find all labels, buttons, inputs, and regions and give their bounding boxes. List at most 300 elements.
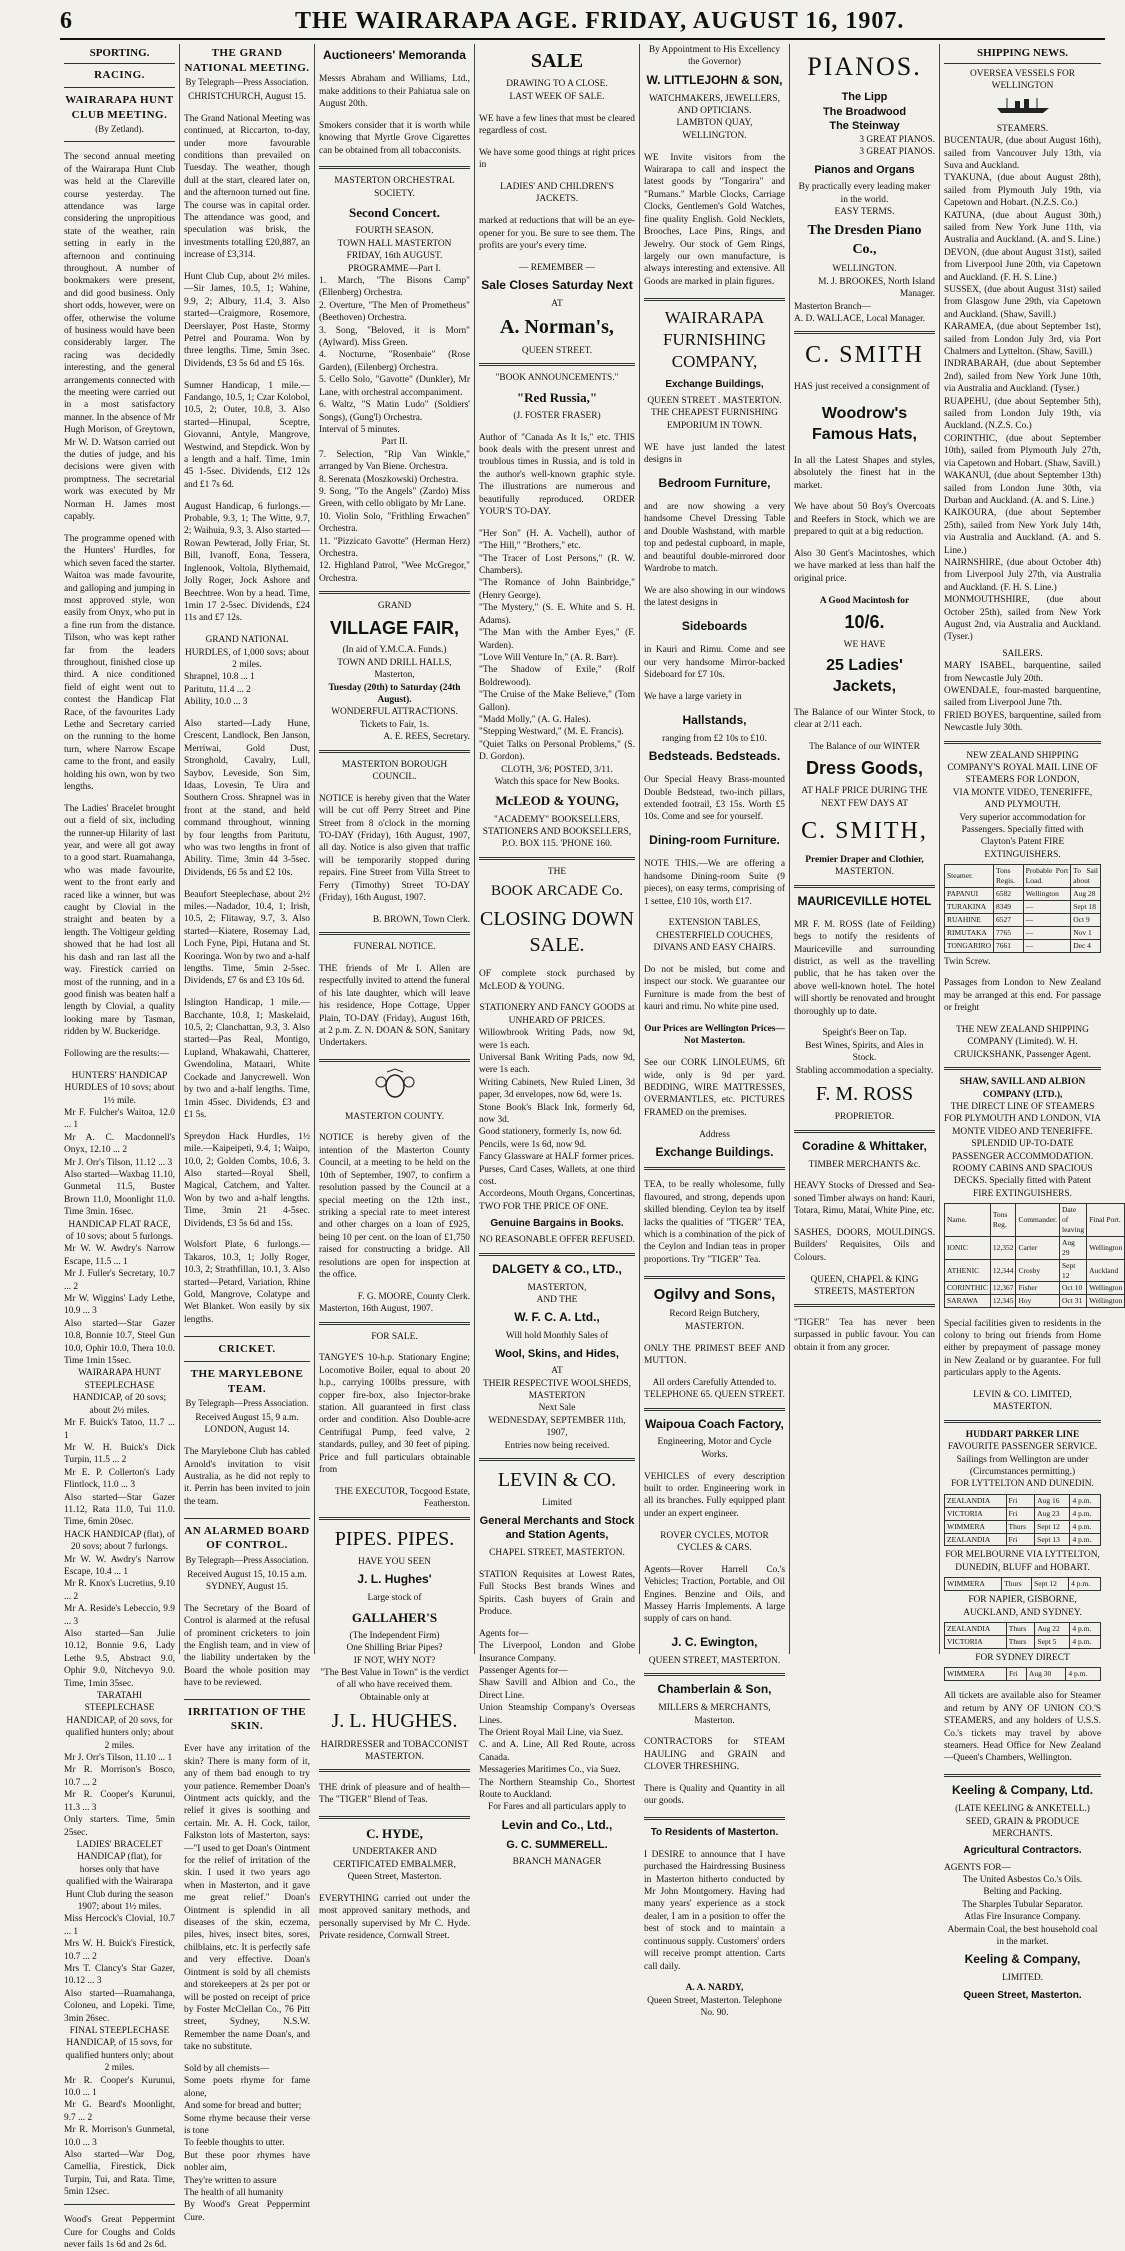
table-cell: RIMUTAKA — [945, 926, 994, 939]
table-row — [945, 1622, 1101, 1635]
table-cell: Oct 9 — [1071, 913, 1101, 926]
miller-name: Chamberlain & Son, — [657, 1682, 772, 1697]
paragraph: Hunt Club Cup, about 2½ miles.—Sir James, 10.5, 1; Wahine, 9.9, 2; Albury, 11.4, 3. Also started—Craigmore, Rosemore, Deerslayer, Post Haste, Stormy Petrel and Pourama. Won by three lengths. Time, 5min 3sec. Dividends, £3 5s 6d and £5 16s. — [184, 271, 310, 369]
keeling-contractors: Agricultural Contractors. — [963, 1845, 1082, 1857]
sale-sub: LAST WEEK OF SALE. — [509, 91, 605, 102]
byline: By Telegraph—Press Association. — [185, 1554, 309, 1565]
jeweller-trade: WATCHMAKERS, JEWELLERS, AND OPTICIANS. — [649, 93, 780, 117]
paragraph: The Ladies' Bracelet brought out a field of six, including the runner-up Hilarity of last year, and were all got away to a good start. Ruamahanga, who was made favourite, went to the front early and raced like a winner, but was caught by Clovial in the straight and beaten by a length. The Voltigeur gelding showed that he had lost all his dash and ran last all the way. Firestick carried on most of the running, and in a good finish was beaten half a length by Clovial, a quality looking mare by Tasman, ridden by W. Buckeridge. — [64, 803, 175, 1038]
table-row — [945, 1668, 1101, 1681]
address-label: Address — [699, 1129, 730, 1140]
table-cell: Fisher — [1016, 1282, 1060, 1295]
pipes-name: J. L. Hughes' — [357, 1572, 432, 1587]
table-cell: 12,344 — [990, 1259, 1016, 1282]
table-cell: Aug 29 — [1060, 1236, 1087, 1259]
great-pianos: 3 GREAT PIANOS. 3 GREAT PIANOS. — [859, 134, 935, 158]
timber-name: Coradine & Whittaker, — [802, 1138, 927, 1153]
column-grand-national — [180, 44, 315, 2223]
table-cell: — — [1023, 939, 1071, 952]
shaw-heading: SHAW, SAVILL AND ALBION COMPANY (LTD.), — [959, 1077, 1086, 1100]
balance-line: The Balance of our WINTER — [809, 742, 920, 753]
table-cell: 12,345 — [990, 1295, 1016, 1308]
race-heading: GRAND NATIONAL HURDLES, of 1,000 sovs; about 2 miles. — [185, 635, 309, 670]
sub-heading: RACING. — [94, 68, 145, 81]
butcher-name: Ogilvy and Sons, — [653, 1285, 776, 1303]
table-cell: VICTORIA — [945, 1635, 1007, 1648]
paragraph: Ever have any irritation of the skin? There is many form of it, any of them bad enough to try your patience. Remember Doan's Ointment acts quickly, and the relief it gives is soothing and certain. Mr. A. H. Cock, tailor, Falkston lots of Masterton, says:—"I used to get Doan's Ointment for the relief of irritation of the skin. I used it two years ago when in Masterton, and it gave me great relief." Doan's Ointment is splendid in all diseases of the skin, eczema, piles, hives, insect bites, sores, chilblains, etc. It is perfectly safe and very effective. Doan's Ointment is sold by all chemists and storekeepers at 2s per pot or will be posted on receipt of price by Foster McClellan Co., 76 Pitt street, Sydney, N.S.W. Remember the name Doan's, and take no substitute. — [184, 1744, 310, 2053]
sale-heading: SALE — [530, 50, 584, 72]
newspaper-title: THE WAIRARAPA AGE. FRIDAY, AUGUST 16, 1907. — [295, 8, 905, 34]
sale-sub: DRAWING TO A CLOSE. — [506, 79, 608, 90]
huddart-heading: HUDDART PARKER LINE — [965, 1429, 1080, 1440]
table-cell: CORINTHIC — [945, 1282, 991, 1295]
furnishing-tag: THE CHEAPEST FURNISHING EMPORIUM IN TOWN. — [651, 408, 778, 431]
dalgety-name: DALGETY & CO., LTD., — [492, 1261, 622, 1276]
woolsheds: THEIR RESPECTIVE WOOLSHEDS, MASTERTON — [482, 1378, 631, 1402]
paragraph: HEAVY Stocks of Dressed and Sea-soned Timber always on hand: Kauri, Totara, Rimu, Matai, White Pine, etc. — [794, 1181, 935, 1217]
paragraph: OF complete stock purchased by McLEOD & YOUNG. — [479, 969, 635, 992]
napier-table — [944, 1622, 1101, 1649]
column-sporting — [60, 44, 180, 2250]
programme-list: 7. Selection, "Rip Van Winkle," arranged by Van Biene. Orchestra. 8. Serenata (Moszkowski) Orchestra. 9. Song, "To the Angels" (Zardo) Miss Green, with cello obligato by Mr Lane. 10. Violin Solo, "Frithling Erwachen" Orchestra. 11. "Pizzicato Gavotte" (Herman Herz) Orchestra. 12. Highland Patrol, "Wee McGregor," Orchestra. — [319, 449, 470, 584]
undertaker-address: Queen Street, Masterton. — [347, 1872, 442, 1883]
paragraph: TANGYE'S 10-h.p. Stationary Engine; Locomotive Boiler, equal to about 20 h.p., carrying 100lbs pressure, with copper fire-box, also Injector-brake station. All guaranteed in first class order and condition. Also Double-acre Centrifugal Pump, feed valve, 2 standards, pulley, and 30 feet of piping. Price and full particulars obtainable from — [319, 1353, 470, 1476]
keeling-name-2: Keeling & Company, — [964, 1952, 1081, 1967]
bookseller-sub: STATIONERS AND BOOKSELLERS, — [482, 826, 632, 837]
table-cell: Fri — [1006, 1494, 1035, 1507]
levin-limited: Limited — [542, 1498, 572, 1509]
piano-company: The Dresden Piano Co., — [807, 223, 922, 257]
table-cell: — — [1023, 926, 1071, 939]
fair-heading: VILLAGE FAIR, — [329, 617, 459, 638]
table-row — [945, 1236, 1125, 1259]
table-cell: Fri — [1007, 1668, 1027, 1681]
race-result: Mr J. Orr's Tilson, 11.10 ... 1 Mr R. Morrison's Bosco, 10.7 ... 2 Mr R. Cooper's Kurunui, 11.3 ... 3 Only starters. Time, 5min 25sec. — [64, 1753, 175, 1838]
huddart-text: Sailings from Wellington are under (Circumstances permitting.) — [956, 1454, 1089, 1478]
macintosh-price: 10/6. — [844, 612, 885, 633]
furniture-heading: Hallstands, — [682, 712, 747, 727]
proprietor-name: F. M. ROSS — [815, 1082, 914, 1105]
shaw-text: SPLENDID UP-TO-DATE PASSENGER ACCOMMODATION. ROOMY CABINS AND SPACIOUS DECKS. Specially fitted with Patent FIRE EXTINGUISHERS. — [951, 1139, 1094, 1199]
table-row — [945, 913, 1101, 926]
fair-attractions: WONDERFUL ATTRACTIONS. — [331, 707, 458, 718]
watch-line: Watch this space for New Books. — [494, 776, 620, 787]
coach-sub: Engineering, Motor and Cycle Works. — [657, 1437, 772, 1460]
concert-date: FRIDAY, 16th AUGUST. — [346, 251, 443, 262]
table-cell: 6582 — [994, 888, 1024, 901]
table-cell: Crosby — [1016, 1259, 1060, 1282]
column-shipping — [940, 44, 1123, 2001]
table-row — [945, 1578, 1101, 1591]
table-header-cell: Steamer. — [945, 865, 994, 888]
paragraph: The second annual meeting of the Wairarapa Hunt Club was held at the Clareville course yesterday. The attendance was large considering the unpropitious state of the weather, rain setting in early in the afternoon and continuing throughout. A number of bookmakers were present, and did good business. Only short odds, however, were on offer, otherwise the volume of business would have been considerably larger. The racing was decidedly interesting, and the general arrangements connected with the meeting were carried out in a most satisfactory manner. In the absence of Mr Hugh Morison, of Greytown, Mr W. D. Watson carried out the duties of judge, and his decisions were given with promptness. The secretarial work was executed by Mr Norman H. James most capably. — [64, 152, 175, 523]
paragraph: All tickets are available also for Steamer and return by ANY OF UNION CO.'S STEAMERS, and any holders of U.S.S. Co.'s tickets may travel by above steamers. Head Office for New Zealand—Queen's Chambers, Wellington. — [944, 1691, 1101, 1764]
fair-date: Tuesday (20th) to Saturday (24th August). — [328, 682, 461, 705]
table-cell: Fri — [1006, 1533, 1035, 1546]
oversea-heading: OVERSEA VESSELS FOR WELLINGTON — [969, 68, 1076, 91]
levin-name-2: Levin and Co., Ltd., — [501, 1817, 613, 1832]
paragraph: WE have just landed the latest designs in — [644, 442, 785, 466]
furniture-heading: Bedsteads. Bedsteads. — [648, 748, 781, 763]
paragraph: See our CORK LINOLEUMS, 6ft wide, only is 9d per yard. BEDDING, WIRE MATTRESSES, OVERMANTLES, etc. PICTURES FRAMED on the premises. — [644, 1058, 785, 1118]
shaw-agent: LEVIN & CO. LIMITED, MASTERTON. — [973, 1390, 1072, 1413]
draper-title: Premier Draper and Clothier, — [805, 854, 924, 865]
miller-town: Masterton. — [694, 1715, 735, 1726]
sailers-heading: SAILERS. — [1002, 648, 1043, 659]
book-list: "Her Son" (H. A. Vachell), author of "The Hill," "Brothers," etc. "The Tracer of Lost Persons," (R. W. Chambers). "The Romance of John Bainbridge," (Henry George). "The Mystery," (S. E. White and S. H. Adams). "The Man with the Amber Eyes," (F. Warden). "Love Will Venture In," (A. R. Barr). "The Shadow of Exile," (Rolf Boldrewood). "The Cruise of the Make Believe," (Tom Gallon). "Madd Molly," (A. G. Hales). "Stepping Westward," (M. E. Francis). "Quiet Talks on Personal Problems," (S. D. Gordon). — [479, 528, 635, 763]
pipes-line: HAVE YOU SEEN — [358, 1557, 431, 1568]
steamship-icon — [944, 96, 1101, 118]
bookseller-box: P.O. BOX 115. 'PHONE 160. — [501, 839, 613, 850]
table-cell: Sept 12 — [1035, 1520, 1070, 1533]
table-cell: — — [1023, 913, 1071, 926]
pipes-shop: J. L. HUGHES. — [331, 1710, 458, 1733]
manager-title: BRANCH MANAGER — [512, 1857, 602, 1868]
columns — [60, 44, 1123, 2250]
results-intro: Following are the results:— — [64, 1048, 169, 1059]
table-cell: Sept 12 — [1060, 1259, 1087, 1282]
concert-heading: Second Concert. — [349, 205, 440, 221]
table-cell: Nov 1 — [1071, 926, 1101, 939]
remember: — REMEMBER — — [518, 262, 596, 273]
piano-brands: The Lipp The Broadwood The Steinway — [822, 91, 907, 133]
table-cell: Oct 31 — [1060, 1295, 1087, 1308]
programme-heading: PROGRAMME—Part I. — [348, 263, 441, 274]
table-cell: Oct 10 — [1060, 1282, 1087, 1295]
table-cell: Carter — [1016, 1236, 1060, 1259]
macintosh-line: A Good Macintosh for — [819, 595, 910, 606]
at: AT — [551, 299, 563, 310]
paragraph: There is Quality and Quantity in all our goods. — [644, 1784, 785, 1807]
lyttelton-table — [944, 1494, 1101, 1547]
section-heading: SPORTING. — [64, 46, 175, 64]
paragraph: The Balance of our Winter Stock, to clear at 2/11 each. — [794, 707, 935, 731]
table-cell: IONIC — [945, 1236, 991, 1259]
table-cell: 4 p.m. — [1069, 1578, 1101, 1591]
table-cell: TONGARIRO — [945, 939, 994, 952]
race-result: Mr W. W. Awdry's Narrow Escape, 11.5 ... 1 Mr J. Fuller's Secretary, 10.7 ... 2 Mr W. Wiggins' Lady Lethe, 10.9 ... 3 Also started—Star Gazer 10.8, Bonnie 10.7, Steel Gun 10.0, Ophir 10.0, Thera 10.0. Time 1min 15sec. — [64, 1244, 175, 1367]
wfca-name: W. F. C. A. Ltd., — [514, 1310, 600, 1325]
nzs-text: Very superior accommodation for Passengers. Specially fitted with Clayton's Patent FIRE EXTINGUISHERS. — [959, 812, 1086, 860]
column-sale-books — [475, 44, 640, 1868]
manager-name: G. C. SUMMERELL. — [506, 1838, 608, 1851]
refused: NO REASONABLE OFFER REFUSED. — [479, 1235, 635, 1246]
table-row — [945, 1635, 1101, 1648]
pipes-line: Large stock of — [367, 1593, 422, 1604]
table-cell: ZEALANDIA — [945, 1533, 1007, 1546]
coach-line: ROVER CYCLES, MOTOR CYCLES & CARS. — [660, 1530, 769, 1553]
paragraph: We have some good things at right prices in — [479, 147, 635, 171]
article-heading: THE MARYLEBONE TEAM. — [190, 1368, 304, 1395]
table-cell: Sept 18 — [1071, 900, 1101, 913]
bargains: Genuine Bargains in Books. — [490, 1218, 624, 1230]
entries: Entries now being received. — [504, 1440, 610, 1451]
pipes-line: (The Independent Firm) — [349, 1630, 440, 1641]
easy-terms: EASY TERMS. — [834, 207, 895, 217]
draper-name-2: C. SMITH, — [801, 818, 928, 845]
pipes-text: One Shilling Briar Pipes? IF NOT, WHY NOT? "The Best Value in Town" is the verdict of all who have received them. Obtainable only at — [320, 1643, 469, 1703]
race-result: Miss Hercock's Clovial, 10.7 ... 1 Mrs W. H. Buick's Firestick, 10.7 ... 2 Mrs T. Clancy's Star Gazer, 10.12 ... 3 Also started—Ruamahanga, Coloneu, and Lopeki. Time, 3min 26sec. — [64, 1914, 175, 2024]
race-heading: HACK HANDICAP (flat), of 20 sovs; about 7 furlongs. — [64, 1529, 175, 1553]
table-cell: WIMMERA — [945, 1520, 1007, 1533]
shaw-text: THE DIRECT LINE OF STEAMERS FOR PLYMOUTH AND LONDON, VIA MONTE VIDEO AND TENERIFFE. — [944, 1101, 1101, 1137]
race-heading: FINAL STEEPLECHASE HANDICAP, of 15 sovs, for qualified hunters only; about 2 miles. — [65, 2026, 174, 2074]
draper-town: MASTERTON. — [835, 867, 894, 878]
table-cell: Thurs — [1002, 1578, 1032, 1591]
and-the: AND THE — [536, 1295, 578, 1306]
byline: By Telegraph—Press Association. — [185, 1398, 309, 1409]
residents-heading: To Residents of Masterton. — [650, 1827, 779, 1839]
notice-heading: MASTERTON COUNTY. — [344, 1111, 445, 1122]
paragraph: We have a large variety in — [644, 691, 742, 702]
paragraph: "TIGER" Tea has never been surpassed in public favour. You can obtain it from any grocer. — [794, 1317, 935, 1353]
season: FOURTH SEASON. — [355, 226, 434, 237]
paragraph: I DESIRE to announce that I have purchased the Hairdressing Business in Masterton hitherto conducted by Mr John Montgomery. Having had many years' experience as a stock dealer, I am in a position to offer the best of stock and to maintain a continuous supply. Customers' orders will receive prompt attention. Carts call daily. — [644, 1849, 785, 1972]
table-cell: ZEALANDIA — [945, 1622, 1007, 1635]
race-heading: HUNTERS' HANDICAP HURDLES of 10 sovs; about 1½ mile. — [64, 1070, 175, 1106]
notice-heading: FOR SALE. — [371, 1331, 418, 1342]
piano-company-town: WELLINGTON. — [832, 264, 897, 275]
column-notices — [315, 44, 475, 1942]
draper-name: C. SMITH — [805, 342, 924, 369]
dateline: LONDON, August 14. — [204, 1425, 290, 1436]
race-result: Shrapnel, 10.8 ... 1 Paritutu, 11.4 ... 2 Ability, 10.0 ... 3 — [184, 672, 255, 708]
furnishing-building: Exchange Buildings, — [665, 378, 764, 390]
jeweller-address: LAMBTON QUAY, WELLINGTON. — [676, 118, 753, 141]
wool-heading: Wool, Skins, and Hides, — [495, 1347, 619, 1360]
table-header-cell: To Sail about — [1071, 865, 1101, 888]
race-heading: WAIRARAPA HUNT STEEPLECHASE HANDICAP, of 20 sovs; about 2½ miles. — [72, 1368, 167, 1416]
notice-date: Masterton, 16th August, 1907. — [319, 1304, 434, 1315]
paragraph: THE drink of pleasure and of health—The "TIGER" Blend of Teas. — [319, 1782, 470, 1806]
hats-heading: Woodrow's Famous Hats, — [812, 405, 917, 444]
table-row — [945, 1520, 1101, 1533]
furnishing-address: QUEEN STREET . MASTERTON. — [647, 396, 782, 407]
paragraph: Author of "Canada As It Is," etc. THIS book deals with the present unrest and troublous times in Russia, and is told in the author's well-known graphic style. The illustrations are numerous and beautifully reproduced. ORDER YOUR'S TO-DAY. — [479, 432, 635, 518]
stationery-list: Willowbrook Writing Pads, now 9d, were 1s each. Universal Bank Writing Pads, now 9d, were 1s each. Writing Cabinets, New Ruled Linen, 3d paper, 3d envelopes, now 6d, were 1s. Stone Book's Black Ink, formerly 6d, now 3d. Good stationery, formerly 1s, now 6d. Pencils, were 1s 6d, now 9d. Fancy Glassware at HALF former prices. Purses, Card Cases, Wallets, at one third cost. Accordeons, Mouth Organs, Concertinas, TWO FOR THE PRICE OF ONE. — [479, 1028, 635, 1212]
hotel-lines: Speight's Beer on Tap. Best Wines, Spirits, and Ales in Stock. Stabling accommodation a specialty. — [795, 1028, 934, 1076]
book-price: CLOTH, 3/6; POSTED, 3/11. — [501, 764, 613, 775]
race-heading: LADIES' BRACELET HANDICAP (flat), for horses only that have qualified with the Wairarapa Hunt Club during the season 1907; about 1½ miles. — [65, 1839, 174, 1912]
table-cell: Thurs — [1006, 1622, 1035, 1635]
race-heading: HANDICAP FLAT RACE, of 10 sovs; about 5 furlongs. — [65, 1219, 174, 1243]
table-cell: Thurs — [1006, 1635, 1035, 1648]
levin-trade: General Merchants and Stock and Station Agents, — [479, 1514, 635, 1542]
book-author: (J. FOSTER FRASER) — [513, 410, 601, 421]
butcher-sub: Record Reign Butchery, — [669, 1309, 760, 1320]
table-cell: Wellington — [1087, 1236, 1125, 1259]
route-heading: FOR MELBOURNE VIA LYTTELTON, DUNEDIN, BLUFF and HOBART. — [945, 1550, 1100, 1573]
sale-closes: Sale Closes Saturday Next — [481, 278, 633, 293]
coach-owner: J. C. Ewington, — [671, 1635, 758, 1650]
paragraph: in Kauri and Rimu. Come and see our very handsome Mirror-backed Sideboard for £7 10s. — [644, 645, 785, 681]
paragraph: Beaufort Steeplechase, about 2½ miles.—Nadador, 10.4, 1; Irish, 10.5, 2; Flitaway, 9.7, 3. Also started—Kiatere, Rosemay Lad, Loch Fyne, Pipi, Hutana and St. Kooringa. Won by two and a-half lengths. Time, 5min 2-5sec. Dividends, £7 6s and £3 10s 6d. — [184, 889, 310, 987]
nzs-heading: NEW ZEALAND SHIPPING COMPANY'S ROYAL MAIL LINE OF STEAMERS FOR LONDON, — [947, 750, 1098, 786]
closing-heading: CLOSING DOWN SALE. — [480, 907, 634, 957]
table-cell: Dec 4 — [1071, 939, 1101, 952]
table-cell: 4 p.m. — [1070, 1520, 1101, 1533]
table-cell: Aug 30 — [1026, 1668, 1065, 1681]
table-cell: VICTORIA — [945, 1507, 1007, 1520]
paragraph: In all the Latest Shapes and styles, absolutely the finest hat in the market. — [794, 455, 935, 491]
table-cell: Aug 22 — [1035, 1622, 1070, 1635]
venue: TOWN HALL MASTERTON — [337, 238, 452, 249]
table-cell: WIMMERA — [945, 1668, 1007, 1681]
signature: A. E. REES, Secretary. — [383, 732, 470, 743]
table-cell: Auckland — [1087, 1259, 1125, 1282]
article-heading: IRRITATION OF THE SKIN. — [187, 1705, 307, 1733]
table-header-cell: Probable Port Load. — [1023, 865, 1071, 888]
paragraph: and are now showing a very handsome Chevel Dressing Table and Double Washstand, with marble top and pedestal cupboard, in maple, and beautiful double-mirrored door Wardrobe to match. — [644, 502, 785, 575]
race-result: Mr R. Cooper's Kurunui, 10.0 ... 1 Mr G. Beard's Moonlight, 9.7 ... 2 Mr R. Morrison's Gunmetal, 10.0 ... 3 Also started—War Dog, Camellia, Firestick, Dick Turpin, Tui, and Rata. Time, 5min 12sec. — [64, 2075, 175, 2198]
table-cell: Thurs — [1006, 1520, 1035, 1533]
coat-of-arms-icon — [319, 1068, 470, 1104]
bookseller-name: McLEOD & YOUNG, — [495, 793, 619, 809]
table-row — [945, 900, 1101, 913]
paragraph: marked at reductions that will be an eye-opener for you. Be sure to see them. The profits are your's every time. — [479, 216, 635, 252]
paragraph: WE have a few lines that must be cleared regardless of cost. — [479, 113, 635, 136]
section-heading: SHIPPING NEWS. — [944, 46, 1101, 64]
paragraph: SASHES, DOORS, MOULDINGS. Builders' Requisites, Oils and Colours. — [794, 1228, 935, 1263]
notice-heading: MASTERTON BOROUGH COUNCIL. — [341, 759, 448, 782]
table-row — [945, 1282, 1125, 1295]
extension-line: EXTENSION TABLES, CHESTERFIELD COUCHES, DIVANS AND EASY CHAIRS. — [653, 918, 776, 954]
levin-address: CHAPEL STREET, MASTERTON. — [489, 1547, 625, 1558]
society-name: MASTERTON ORCHESTRAL SOCIETY. — [334, 176, 455, 199]
furniture-heading: Bedroom Furniture, — [658, 475, 771, 490]
table-cell: Sept 13 — [1035, 1533, 1070, 1546]
coach-name: Waipoua Coach Factory, — [645, 1416, 784, 1431]
paragraph: NOTICE is hereby given that the Water will be cut off Perry Street and Pine Street from 8 o'clock in the morning TO-DAY (Friday), 16th August, 1907, all day. Notice is also given that traffic will be temporarily stopped during repairs. Fine Street from Villa Street to Ferry (Timothy) Street TO-DAY (Friday), 16th August, 1907. — [319, 793, 470, 904]
hotel-name: MAURICEVILLE HOTEL — [797, 893, 932, 908]
paragraph: August Handicap, 6 furlongs.—Probable, 9.3, 1; The Witte, 9.7, 2; Waihuia, 9.3, 3. Also started—Rowan Pewterad, Jolly Friar, St. Bill, Ivanoff, Eona, Tessera, Inglenook, Voltola, Blythemaid, Jolly Roger, Jock Ashore and Beechtree. Won by a head. Time, 1min 17 2-5sec. Dividends, £24 11s and £7 12s. — [184, 501, 310, 624]
paragraph: Spreydon Hack Hurdles, 1½ mile.—Kaipeipeti, 9.4, 1; Waipo, 10.0, 2; Golden Combs, 10.6, 3. Also started—Royal Shell, Magical, Catchem, and Yalter. Won by two and a-half lengths. Time, 3min 21 4-5sec. Dividends, £3 5s 6d and 15s. — [184, 1131, 310, 1229]
table-cell: — — [1023, 900, 1071, 913]
table-row — [945, 926, 1101, 939]
sale-item: LADIES' AND CHILDREN'S JACKETS. — [500, 182, 614, 205]
paragraph: Smokers consider that it is worth while knowing that Myrtle Grove Cigarettes can be obtained from all tobacconists. — [319, 120, 470, 156]
table-cell: SARAWA — [945, 1295, 991, 1308]
furniture-heading: Sideboards — [681, 619, 748, 634]
route-heading: FOR LYTTELTON AND DUNEDIN. — [951, 1479, 1094, 1490]
paragraph: NOTICE is hereby given of the intention of the Masterton County Council, at a meeting to be held on the 10th of September, 1907, to confirm a resolution passed by the Council at a special meeting on the 12th inst., striking a special rate to meet interest and other charges on a loan of £925, being 10 per cent. on the loan of £1,750 raised for constructing a bridge. All resolutions are open for inspection at the office. — [319, 1133, 470, 1280]
route-heading: FOR NAPIER, GISBORNE, AUCKLAND, AND SYDNEY. — [963, 1595, 1082, 1618]
half-price: AT HALF PRICE DURING THE NEXT FEW DAYS AT — [801, 786, 928, 809]
dateline: CHRISTCHURCH, August 15. — [188, 91, 306, 102]
fair-pre: GRAND — [377, 601, 412, 612]
notice-heading: FUNERAL NOTICE. — [353, 942, 436, 953]
race-result: Mr W. W. Awdry's Narrow Escape, 10.4 ... 1 Mr R. Knox's Lucretius, 9.10 ... 2 Mr A. Reside's Lebeccio, 9.9 ... 3 Also started—San Julie 10.12, Bonnie 9.6, Lady Lethe 9.5, Abstract 9.0, Ophir 9.0, Nitchevyo 9.0. Time, 1min 35sec. — [64, 1554, 175, 1689]
race-heading: TARATAHI STEEPLECHASE HANDICAP, of 20 sovs, for qualified hunters only; about 2 miles. — [65, 1691, 174, 1751]
race-result: Mr F. Buick's Tatoo, 11.7 ... 1 Mr W. H. Buick's Dick Turpin, 11.5 ... 2 Mr E. P. Collerton's Lady Flintlock, 11.0 ... 3 Also started—Star Gazer 11.12, Rata 11.0, Tui 11.0. Time, 6min 20sec. — [64, 1418, 175, 1528]
paragraph: HAS just received a consignment of — [794, 382, 930, 393]
at: AT — [551, 1366, 563, 1377]
undertaker-name: C. HYDE, — [366, 1826, 423, 1842]
keeling-sub: (LATE KEELING & ANKETELL.) — [955, 1804, 1090, 1815]
table-cell: Aug 28 — [1071, 888, 1101, 901]
paragraph: TEA, to be really wholesome, fully flavoured, and strong, depends upon skilled blending. Ceylon tea by itself lacks the qualities of "TIGER" TEA, which is a combination of the pick of the Ceylon and Indian teas in proper proportions. Try "TIGER" Tea. — [644, 1180, 785, 1265]
table-row — [945, 939, 1101, 952]
levin-name: LEVIN & CO. — [497, 1469, 617, 1492]
table-header-cell: Date of leaving — [1060, 1204, 1087, 1237]
shaw-sailing-table — [944, 1203, 1125, 1308]
hall-price: ranging from £2 10s to £10. — [662, 733, 767, 744]
table-row — [945, 1259, 1125, 1282]
table-row — [945, 888, 1101, 901]
paragraph: VEHICLES of every description built to order. Engineering work in all its branches. Fully equipped plant under an expert engineer. — [644, 1471, 785, 1519]
paragraph: Do not be misled, but come and inspect our stock. We guarantee our Furniture is made from the best of kauri and rimu. No white pine used. — [644, 965, 785, 1013]
dalgety-town: MASTERTON, — [527, 1282, 587, 1293]
pianos-organs: Pianos and Organs — [814, 163, 915, 176]
agents-heading: AGENTS FOR— — [944, 1862, 1011, 1873]
shop-address: QUEEN STREET. — [521, 345, 593, 356]
paragraph: Passages from London to New Zealand may be arranged at this end. For passage or freight — [944, 978, 1101, 1014]
column-furnishing — [640, 44, 790, 2019]
paragraph: The programme opened with the Hunters' Hurdles, for which seven faced the starter. Waitoa was made favourite, and galloping and jumping in most approved style, won easily from Onyx, who put in a fine run from the distance. Tilson, who was kept rather far from the leaders throughout, finished close up third. A nice conditioned field of eight went out to contest the Handicap Flat Race, of the favourites Lady Lethe and Secretary carried on the running to the home turn, where Narrow Escape came to the front, and easily holding his own, won by two lengths. — [64, 533, 175, 793]
table-cell: 8349 — [994, 900, 1024, 913]
agents-list: The United Asbestos Co.'s Oils. Belting and Packing. The Sharples Tubular Separator. Atlas Fire Insurance Company. Abermain Coal, the best household coal in the market. — [947, 1874, 1098, 1947]
table-cell: 4 p.m. — [1066, 1668, 1101, 1681]
keeling-address: Queen Street, Masterton. — [963, 1989, 1082, 2001]
shop-name: A. Norman's, — [500, 316, 614, 339]
keeling-name: Keeling & Company, Ltd. — [951, 1783, 1094, 1798]
paragraph: Islington Handicap, 1 mile.—Bacchante, 10.8, 1; Maskelaid, 10.5, 2; Clanchattan, 9.3, 3. Also started—Pas Real, Montigo, Lupland, Whakawahi, Chatterer, Gwendolina, Mataari, White Cockade and Janycrewell. Won by two and a-half lengths. Time, 1min 45sec. Dividends, £3 and £1 5s. — [184, 998, 310, 1120]
table-cell: PAPANUI — [945, 888, 994, 901]
dealer-address: Queen Street, Masterton. Telephone No. 90. — [647, 1995, 782, 2019]
table-cell: 7765 — [994, 926, 1024, 939]
paragraph: The Grand National Meeting was continued, at Riccarton, to-day, under more favourable conditions than prevailed on Tuesday. The weather, though dull at the start, cleared later on, and the afternoon turned out fine. The course was in capital order. The attendance was good, and speculation was brisk, the investments totalling £20,887, an increase of £3,314. — [184, 113, 310, 261]
table-cell: 12,367 — [990, 1282, 1016, 1295]
keeling-trade: SEED, GRAIN & PRODUCE MERCHANTS. — [965, 1816, 1080, 1839]
nzs-agent: THE NEW ZEALAND SHIPPING COMPANY (Limited). W. H. CRUICKSHANK, Passenger Agent. — [954, 1024, 1091, 1060]
jackets-heading: 25 Ladies' Jackets, — [826, 657, 903, 696]
book-title: "Red Russia," — [516, 389, 598, 405]
page-number: 6 — [60, 8, 72, 34]
next-sale: Next Sale — [538, 1403, 576, 1414]
paragraph: CONTRACTORS for STEAM HAULING and GRAIN and CLOVER THRESHING. — [644, 1737, 785, 1773]
table-cell: 4 p.m. — [1070, 1494, 1101, 1507]
fair-aid: (In aid of Y.M.C.A. Funds.) — [342, 645, 447, 656]
steamers-heading: STEAMERS. — [996, 123, 1049, 134]
table-cell: ATHENIC — [945, 1259, 991, 1282]
pipes-heading: PIPES. PIPES. — [334, 1527, 455, 1550]
hold-line: Will hold Monthly Sales of — [505, 1331, 609, 1342]
route-heading: FOR SYDNEY DIRECT — [975, 1652, 1070, 1663]
masthead — [60, 4, 1105, 40]
table-header-cell: Name. — [945, 1204, 991, 1237]
butcher-town: MASTERTON. — [685, 1321, 744, 1332]
byline: By Telegraph—Press Association. — [185, 77, 309, 88]
melbourne-table — [944, 1577, 1101, 1591]
pianos-heading: PIANOS. — [807, 52, 922, 81]
table-header-cell: Tons Regis. — [994, 865, 1024, 888]
table-cell: Fri — [1006, 1507, 1035, 1520]
table-cell: TURAKINA — [945, 900, 994, 913]
huddart-sub: FAVOURITE PASSENGER SERVICE. — [947, 1442, 1098, 1453]
paragraph: Agents—Rover Harrell Co.'s Vehicles; Traction, Portable, and Oil Engines. Benzine and Oils, and Massey Harris Implements. A large supply of cars on hand. — [644, 1564, 785, 1625]
twin-screw: Twin Screw. — [944, 956, 991, 967]
pipes-brand: GALLAHER'S — [351, 1609, 438, 1625]
article-heading: WAIRARAPA HUNT CLUB MEETING. — [65, 94, 174, 121]
fair-tickets: Tickets to Fair, 1s. — [359, 719, 430, 730]
branch-line: Masterton Branch— A. D. WALLACE, Local Manager. — [794, 301, 926, 324]
table-cell: Wellington — [1023, 888, 1071, 901]
paragraph: The Secretary of the Board of Control is alarmed at the refusal of prominent cricketers to join the English team, and in view of the liability undertaken by the Board the whole position may have to be reviewed. — [184, 1603, 310, 1689]
jeweller-name: W. LITTLEJOHN & SON, — [646, 72, 783, 87]
butcher-phone: TELEPHONE 65. QUEEN STREET. — [644, 1390, 785, 1401]
paragraph: Wolsfort Plate, 6 furlongs.—Takaros, 10.3, 1; Jolly Roger, 10.3, 2; Strathfillan, 10.1, 3. Also started—Petard, Variation, Rhine Gold, Mangrove, Colatype and Wet Blanket. Won easily by six lengths. — [184, 1240, 310, 1325]
paragraph: Messrs Abraham and Williams, Ltd., make additions to their Pahiatua sale on August 20th. — [319, 74, 470, 110]
